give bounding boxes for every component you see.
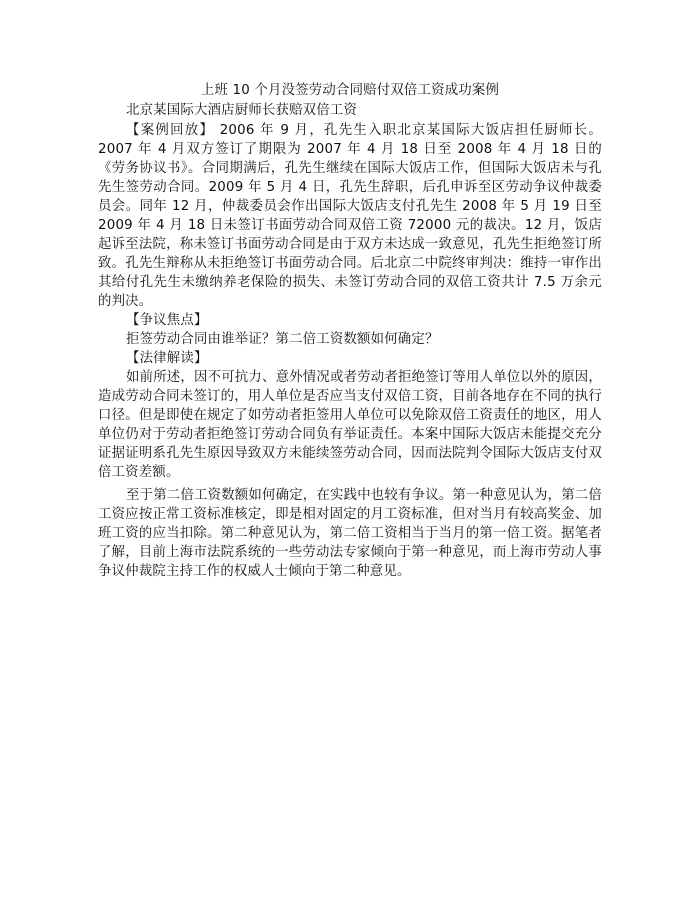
- case-review-text: 2006 年 9 月，孔先生入职北京某国际大饭店担任厨师长。2007 年 4 月双方签订了期限为 2007 年 4 月 18 日至 2008 年 4 月 18 日的《劳务协议书》。合同期满后，孔先生继续在国际大饭店工作，但国际大饭店未与孔先生签劳动合同。2009 年 5 月 4 日，孔先生辞职，后孔申诉至区劳动争议仲裁委员会。同年 12 月，仲裁委员会作出国际大饭店支付孔先生 2008 年 5 月 19 日至 2009 年 4 月 18 日未签订书面劳动合同双倍工资 72000 元的裁决。12 月，饭店起诉至法院，称未签订书面劳动合同是由于双方未达成一致意见，孔先生拒绝签订所致。孔先生辩称从未拒绝签订书面劳动合同。后北京二中院终审判决：维持一审作出其给付孔先生未缴纳养老保险的损失、未签订劳动合同的双倍工资共计 7.5 万余元的判决。: [98, 123, 603, 309]
- page-title: 上班 10 个月没签劳动合同赔付双倍工资成功案例: [200, 83, 500, 98]
- case-review-paragraph: [98, 121, 602, 311]
- legal-analysis-paragraph-2: 至于第二倍工资数额如何确定，在实践中也较有争议。第一种意见认为，第二倍工资应按正常工资标准核定，即是相对固定的月工资标准，但对当月有较高奖金、加班工资的应当扣除。第二种意见认为，第二倍工资相当于当月的第一倍工资。据笔者了解，目前上海市法院系统的一些劳动法专家倾向于第一种意见，而上海市劳动人事争议仲裁院主持工作的权威人士倾向于第二种意见。: [98, 488, 602, 579]
- legal-analysis-paragraph-1: 如前所述，因不可抗力、意外情况或者劳动者拒绝签订等用人单位以外的原因，造成劳动合同未签订的，用人单位是否应当支付双倍工资，目前各地存在不同的执行口径。但是即使在规定了如劳动者拒签用人单位可以免除双倍工资责任的地区，用人单位仍对于劳动者拒绝签订劳动合同负有举证责任。本案中国际大饭店未能提交充分证据证明系孔先生原因导致双方未能续签劳动合同，因而法院判令国际大饭店支付双倍工资差额。: [98, 370, 602, 480]
- case-review-label: 【案例回放】: [126, 123, 215, 138]
- legal-analysis-heading: 【法律解读】: [126, 351, 208, 366]
- document-subtitle: 北京某国际大酒店厨师长获赔双倍工资: [126, 103, 358, 118]
- document-body: [98, 80, 602, 581]
- dispute-focus-heading: 【争议焦点】: [126, 313, 208, 328]
- dispute-focus-text: 拒签劳动合同由谁举证？第二倍工资数额如何确定？: [126, 332, 439, 347]
